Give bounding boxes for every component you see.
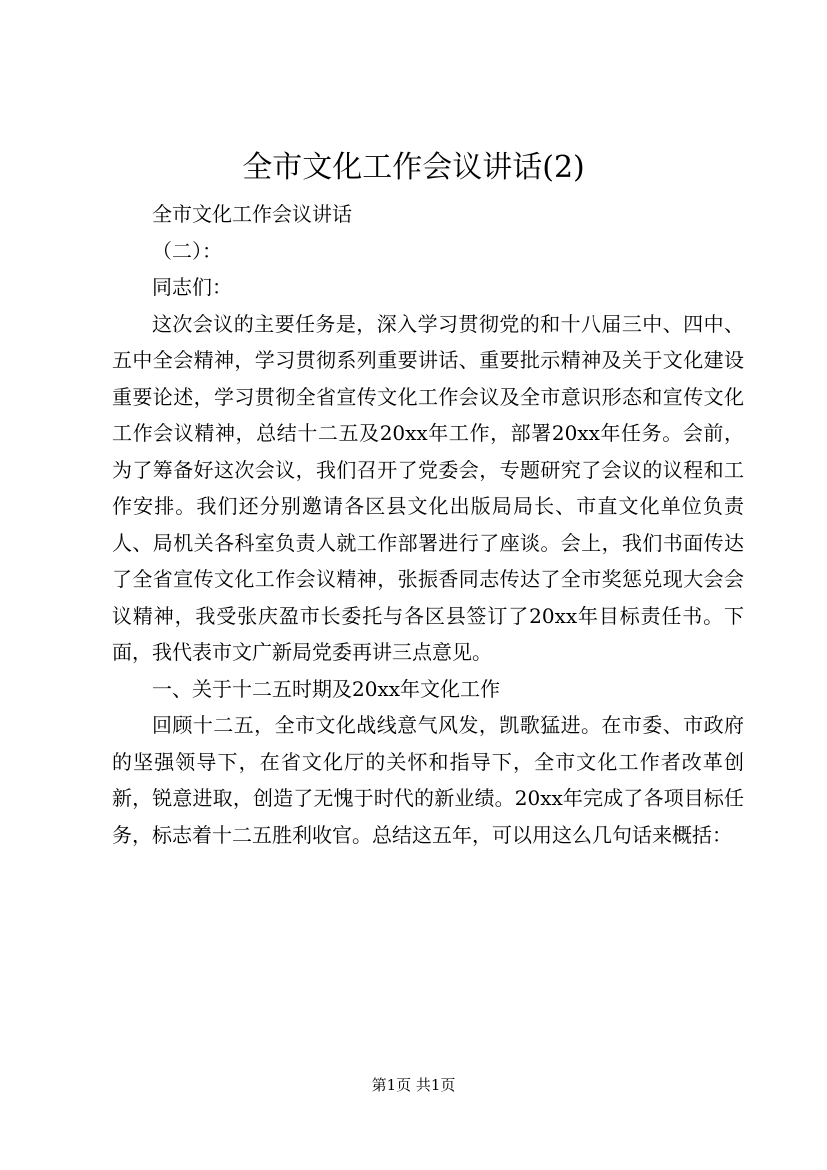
page-footer: 第1页 共1页 <box>371 1076 456 1094</box>
paragraph-review: 回顾十二五，全市文化战线意气风发，凯歌猛进。在市委、市政府的坚强领导下，在省文化厅的关怀和指导下，全市文化工作者改革创新，锐意进取，创造了无愧于时代的新业绩。20xx年完成了各项目标任务，标志着十二五胜利收官。总结这五年，可以用这么几句话来概括： <box>112 713 744 847</box>
paragraph-salutation: 同志们： <box>152 275 232 299</box>
paragraph-intro: 这次会议的主要任务是，深入学习贯彻党的和十八届三中、四中、五中全会精神，学习贯彻系列重要讲话、重要批示精神及关于文化建设重要论述，学习贯彻全省宣传文化工作会议及全市意识形态和宣传文化工作会议精神，总结十二五及20xx年工作，部署20xx年任务。会前，为了筹备好这次会议，我们召开了党委会，专题研究了会议的议程和工作安排。我们还分别邀请各区县文化出版局局长、市直文化单位负责人、局机关各科室负责人就工作部署进行了座谈。会上，我们书面传达了全省宣传文化工作会议精神，张振香同志传达了全市奖惩兑现大会会议精神，我受张庆盈市长委托与各区县签订了20xx年目标责任书。下面，我代表市文广新局党委再讲三点意见。 <box>112 311 744 664</box>
document-title: 全市文化工作会议讲话(2) <box>242 150 585 185</box>
document-body <box>112 196 744 853</box>
paragraph-section-heading: 一、关于十二五时期及20xx年文化工作 <box>152 676 501 701</box>
paragraph-part-number: （二）： <box>152 238 222 263</box>
paragraph-heading: 全市文化工作会议讲话 <box>152 202 352 226</box>
